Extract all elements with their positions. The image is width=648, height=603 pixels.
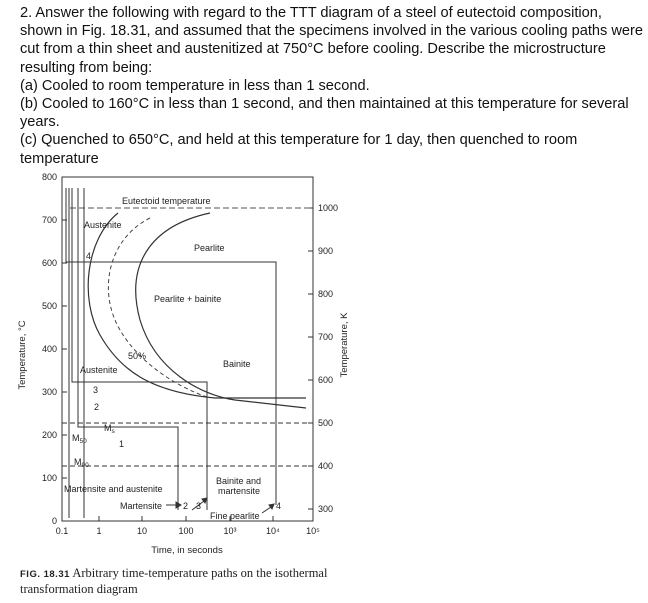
y-tick-label: 400 bbox=[41, 344, 57, 354]
y2-tick-label: 1000 bbox=[318, 203, 339, 213]
pearlite-bainite-label: Pearlite + bainite bbox=[154, 294, 222, 304]
bainite-mart-label-1: Bainite and bbox=[216, 476, 262, 486]
x-tick-label: 100 bbox=[178, 526, 194, 536]
caption-line: transformation diagram bbox=[20, 582, 138, 596]
path-number: 3 bbox=[93, 385, 99, 395]
y2-tick-label: 500 bbox=[318, 418, 334, 428]
y-tick-label: 200 bbox=[41, 430, 57, 440]
x-tick-label: 1 bbox=[96, 526, 102, 536]
austenite-top-label: Austenite bbox=[84, 220, 122, 230]
bainite-mart-label-2: martensite bbox=[218, 486, 261, 496]
y-tick-label: 800 bbox=[41, 172, 57, 182]
x-tick-label: 10⁵ bbox=[306, 526, 320, 536]
y-axis-label: Temperature, °C bbox=[17, 320, 28, 390]
path-number: 2 bbox=[183, 501, 189, 511]
x-tick-label: 10³ bbox=[223, 526, 237, 536]
pearlite-label: Pearlite bbox=[194, 243, 225, 253]
path-number: 2 bbox=[94, 402, 100, 412]
question-line: years. bbox=[20, 114, 60, 131]
right-axis-ticks bbox=[308, 208, 313, 509]
question-line: shown in Fig. 18.31, and assumed that the specimens involved in the various cooling paths were bbox=[20, 23, 644, 40]
path-number: 3 bbox=[196, 501, 202, 511]
y2-tick-label: 900 bbox=[318, 246, 334, 256]
fine-pearlite-label: Fine pearlite bbox=[210, 511, 260, 521]
x-tick-label: 10⁴ bbox=[266, 526, 280, 536]
y-tick-label: 0 bbox=[51, 516, 57, 526]
path-number: 1 bbox=[119, 439, 125, 449]
y-tick-label: 600 bbox=[41, 258, 57, 268]
caption-label: FIG. 18.31 bbox=[20, 569, 70, 580]
y-tick-label: 100 bbox=[41, 473, 57, 483]
question-line: 2. Answer the following with regard to the TTT diagram of a steel of eutectoid composition, bbox=[20, 5, 602, 21]
path-number: 4 bbox=[276, 501, 282, 511]
cooling-paths bbox=[66, 188, 276, 518]
question-line: cut from a thin sheet and austenitized at 750°C before cooling. Describe the microstructure bbox=[20, 41, 606, 58]
y2-tick-label: 700 bbox=[318, 332, 334, 342]
y-tick-label: 500 bbox=[41, 301, 57, 311]
eutectoid-label: Eutectoid temperature bbox=[122, 196, 211, 206]
bainite-label: Bainite bbox=[223, 359, 251, 369]
question-line: temperature bbox=[20, 150, 99, 167]
question-line: (b) Cooled to 160°C in less than 1 second, and then maintained at this temperature for several bbox=[20, 96, 629, 113]
y-tick-label: 300 bbox=[41, 387, 57, 397]
m50-label: $M_{50}$ bbox=[72, 433, 87, 445]
y2-tick-label: 600 bbox=[318, 375, 334, 385]
y-tick-label: 700 bbox=[41, 215, 57, 225]
y2-tick-label: 800 bbox=[318, 289, 334, 299]
m90-label: $M_{90}$ bbox=[74, 457, 89, 469]
start-curve bbox=[88, 213, 306, 398]
question-line: (c) Quenched to 650°C, and held at this temperature for 1 day, then quenched to room bbox=[20, 132, 578, 149]
path-number: 4 bbox=[86, 251, 92, 261]
fifty-percent-label: 50% bbox=[128, 351, 147, 361]
y2-axis-label: Temperature, K bbox=[339, 312, 350, 378]
ms-label: $M_s$ bbox=[104, 423, 115, 435]
question-line: (a) Cooled to room temperature in less than 1 second. bbox=[20, 77, 370, 94]
figure-caption bbox=[20, 566, 327, 596]
x-tick-label: 0.1 bbox=[55, 526, 69, 536]
mart-aust-label: Martensite and austenite bbox=[64, 484, 163, 494]
martensite-label: Martensite bbox=[120, 501, 163, 511]
austenite-mid-label: Austenite bbox=[80, 365, 118, 375]
question-line: resulting from being: bbox=[20, 59, 153, 76]
x-axis-label: Time, in seconds bbox=[151, 545, 223, 556]
caption-line: Arbitrary time-temperature paths on the isothermal bbox=[72, 566, 328, 580]
x-tick-label: 10 bbox=[136, 526, 148, 536]
y2-tick-label: 400 bbox=[318, 461, 334, 471]
y2-tick-label: 300 bbox=[318, 504, 334, 514]
